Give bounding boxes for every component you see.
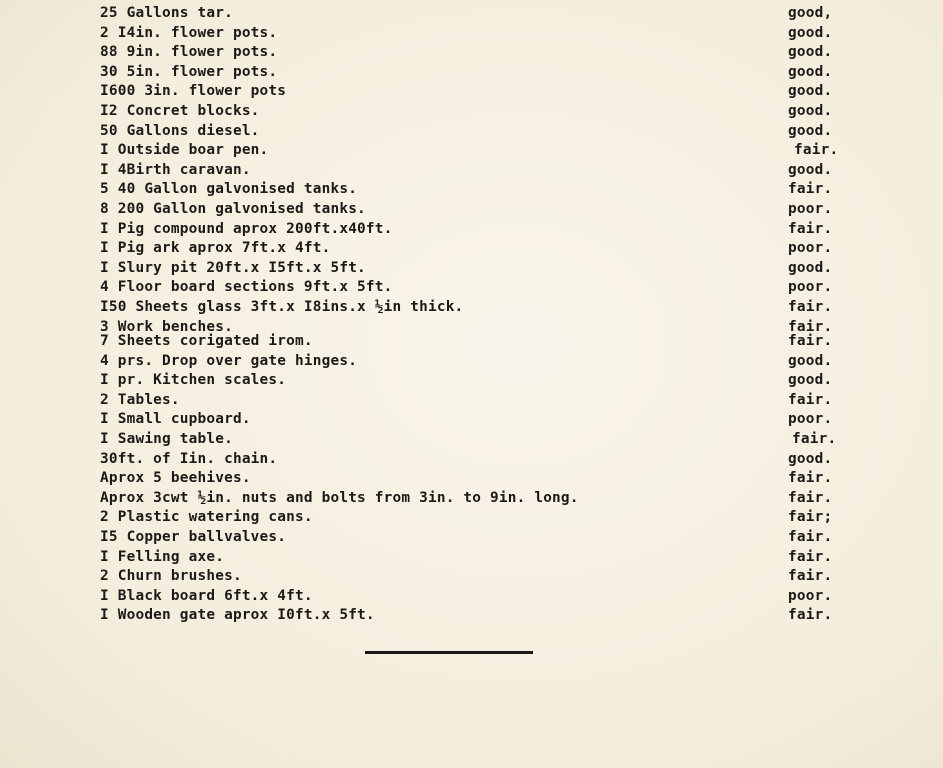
- item-description: I Felling axe.: [100, 548, 225, 565]
- item-description: Aprox 5 beehives.: [100, 470, 251, 487]
- inventory-row: [100, 24, 850, 44]
- item-description: I 4Birth caravan.: [100, 161, 251, 178]
- item-condition: fair.: [788, 318, 833, 335]
- item-condition: good.: [788, 83, 833, 100]
- inventory-row: [100, 200, 850, 220]
- inventory-row: [100, 450, 850, 470]
- item-description: 50 Gallons diesel.: [100, 122, 260, 139]
- item-condition: poor.: [788, 200, 833, 217]
- item-description: 25 Gallons tar.: [100, 5, 233, 21]
- item-description: 30ft. of Iin. chain.: [100, 450, 278, 467]
- inventory-row: [100, 161, 850, 181]
- inventory-row: [100, 352, 850, 372]
- item-condition: fair.: [788, 391, 833, 408]
- item-condition: fair.: [788, 181, 833, 198]
- inventory-row: [100, 82, 850, 102]
- inventory-row: [100, 469, 850, 489]
- item-description: 5 40 Gallon galvonised tanks.: [100, 181, 358, 198]
- item-condition: fair;: [788, 509, 833, 526]
- item-condition: poor.: [788, 411, 833, 428]
- item-description: I Pig compound aprox 200ft.x40ft.: [100, 220, 393, 237]
- item-condition: fair.: [788, 529, 833, 546]
- item-condition: good.: [788, 122, 833, 139]
- item-description: I Outside boar pen.: [100, 142, 269, 159]
- inventory-row: [100, 430, 850, 450]
- item-description: I Small cupboard.: [100, 411, 251, 428]
- item-condition: fair.: [794, 142, 839, 159]
- item-condition: poor.: [788, 240, 833, 257]
- inventory-row: [100, 489, 850, 509]
- item-description: 2 Tables.: [100, 391, 180, 408]
- item-description: I Slury pit 20ft.x I5ft.x 5ft.: [100, 259, 366, 276]
- inventory-row: [100, 4, 850, 24]
- inventory-row: [100, 239, 850, 259]
- item-condition: poor.: [788, 587, 833, 604]
- item-condition: good,: [788, 5, 833, 21]
- inventory-row: [100, 391, 850, 411]
- item-condition: good.: [788, 24, 833, 41]
- closing-rule: [365, 651, 533, 654]
- item-description: 3 Work benches.: [100, 318, 233, 335]
- item-condition: good.: [788, 259, 833, 276]
- inventory-row: [100, 528, 850, 548]
- item-condition: good.: [788, 102, 833, 119]
- inventory-row: [100, 410, 850, 430]
- inventory-row: [100, 298, 850, 318]
- item-condition: fair.: [788, 548, 833, 565]
- item-condition: good.: [788, 450, 833, 467]
- inventory-list: [100, 4, 850, 626]
- item-description: 2 Churn brushes.: [100, 568, 242, 585]
- item-description: I50 Sheets glass 3ft.x I8ins.x ½in thick.: [100, 298, 464, 315]
- inventory-row: [100, 122, 850, 142]
- item-condition: fair.: [788, 568, 833, 585]
- item-description: I pr. Kitchen scales.: [100, 372, 287, 389]
- item-condition: fair.: [788, 607, 833, 624]
- item-condition: fair.: [788, 298, 833, 315]
- item-description: I2 Concret blocks.: [100, 102, 260, 119]
- item-description: I Wooden gate aprox I0ft.x 5ft.: [100, 607, 375, 624]
- inventory-row: [100, 141, 850, 161]
- item-condition: fair.: [788, 470, 833, 487]
- inventory-row: [100, 180, 850, 200]
- item-condition: good.: [788, 63, 833, 80]
- item-condition: good.: [788, 372, 833, 389]
- item-description: 2 Plastic watering cans.: [100, 509, 313, 526]
- item-description: I Pig ark aprox 7ft.x 4ft.: [100, 240, 331, 257]
- inventory-row: [100, 508, 850, 528]
- item-condition: poor.: [788, 279, 833, 296]
- inventory-row: [100, 567, 850, 587]
- item-description: I5 Copper ballvalves.: [100, 529, 287, 546]
- inventory-row: [100, 606, 850, 626]
- item-description: 4 prs. Drop over gate hinges.: [100, 352, 358, 369]
- inventory-row: [100, 587, 850, 607]
- item-condition: fair.: [788, 489, 833, 506]
- item-description: I600 3in. flower pots: [100, 83, 287, 100]
- item-description: 88 9in. flower pots.: [100, 44, 278, 61]
- item-condition: fair.: [792, 431, 837, 448]
- item-description: 2 I4in. flower pots.: [100, 24, 278, 41]
- inventory-row: [100, 332, 850, 352]
- item-description: I Sawing table.: [100, 431, 233, 448]
- item-description: 7 Sheets corigated irom.: [100, 333, 313, 350]
- item-condition: good.: [788, 161, 833, 178]
- item-description: Aprox 3cwt ½in. nuts and bolts from 3in. to 9in. long.: [100, 489, 579, 506]
- item-condition: fair.: [788, 220, 833, 237]
- inventory-row: [100, 371, 850, 391]
- item-condition: fair.: [788, 333, 833, 350]
- item-description: 4 Floor board sections 9ft.x 5ft.: [100, 279, 393, 296]
- item-condition: good.: [788, 44, 833, 61]
- inventory-row: [100, 278, 850, 298]
- item-description: I Black board 6ft.x 4ft.: [100, 587, 313, 604]
- inventory-row: [100, 102, 850, 122]
- inventory-row: [100, 259, 850, 279]
- item-description: 8 200 Gallon galvonised tanks.: [100, 200, 366, 217]
- inventory-row: [100, 63, 850, 83]
- inventory-row: [100, 43, 850, 63]
- inventory-row: [100, 220, 850, 240]
- item-description: 30 5in. flower pots.: [100, 63, 278, 80]
- inventory-row: [100, 548, 850, 568]
- item-condition: good.: [788, 352, 833, 369]
